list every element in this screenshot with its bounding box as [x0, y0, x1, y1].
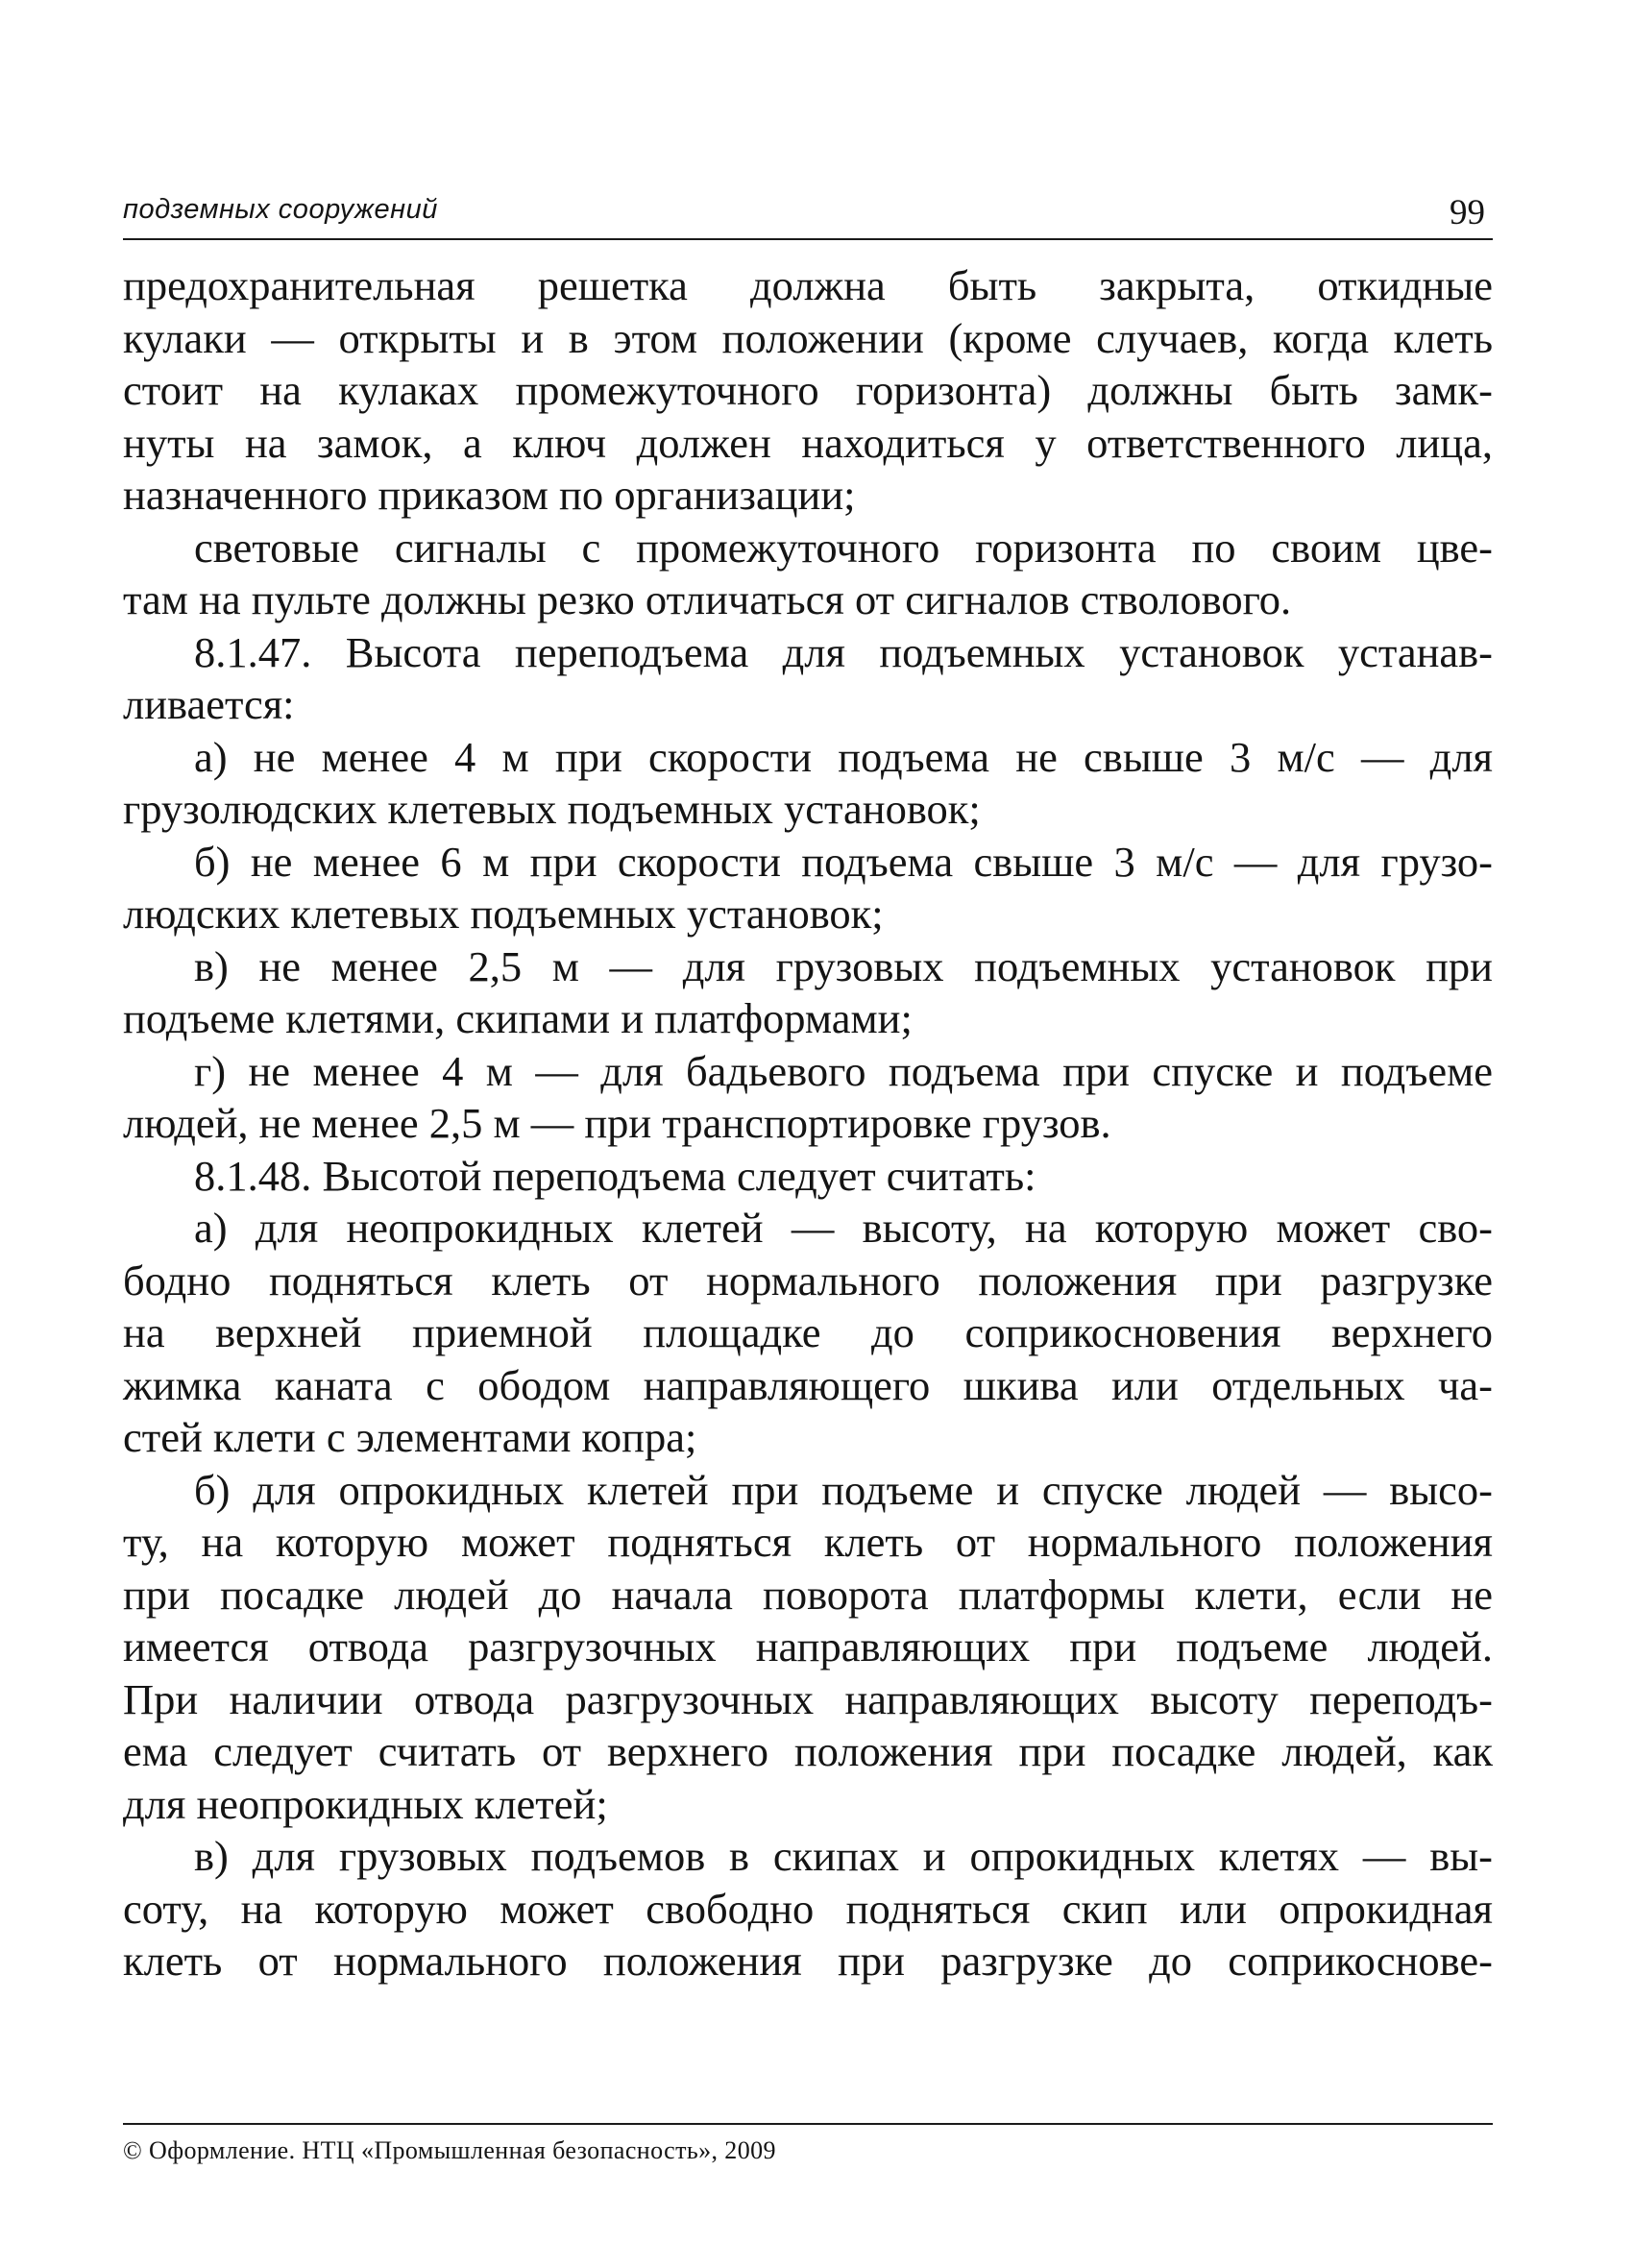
copyright-footer: © Оформление. НТЦ «Промышленная безопасность», 2009	[123, 2136, 776, 2164]
footer-rule	[123, 2123, 1493, 2125]
text-line: нуты на замок, а ключ должен находиться у ответственного лица,	[123, 418, 1493, 467]
text-line: имеется отвода разгрузочных направляющих при подъеме людей.	[123, 1622, 1493, 1671]
text-line: стоит на кулаках промежуточного горизонта) должны быть замк-	[123, 366, 1493, 414]
text-line: б) не менее 6 м при скорости подъема свыше 3 м/с — для грузо-	[194, 837, 1493, 886]
text-line: ема следует считать от верхнего положения при посадке людей, как	[123, 1727, 1493, 1775]
text-line: ливается:	[123, 680, 295, 728]
text-line: подъеме клетями, скипами и платформами;	[123, 994, 913, 1042]
text-line: при посадке людей до начала поворота платформы клети, если не	[123, 1570, 1493, 1619]
text-line: 8.1.47. Высота переподъема для подъемных установок устанав-	[194, 627, 1493, 676]
text-line: бодно подняться клеть от нормального положения при разгрузке	[123, 1256, 1493, 1305]
text-line: для неопрокидных клетей;	[123, 1779, 608, 1828]
text-line: При наличии отвода разгрузочных направляющих высоту переподъ-	[123, 1674, 1493, 1723]
text-line: назначенного приказом по организации;	[123, 471, 856, 519]
text-line: людских клетевых подъемных установок;	[123, 890, 884, 938]
text-line: там на пульте должны резко отличаться от сигналов стволового.	[123, 575, 1292, 623]
text-line: на верхней приемной площадке до соприкосновения верхнего	[123, 1308, 1493, 1356]
body-text	[123, 259, 1493, 1988]
text-line: 8.1.48. Высотой переподъема следует считать:	[194, 1151, 1036, 1200]
text-line: г) не менее 4 м — для бадьевого подъема при спуске и подъеме	[194, 1046, 1493, 1095]
text-line: предохранительная решетка должна быть закрыта, откидные	[123, 261, 1493, 309]
running-head: подземных сооружений	[123, 194, 438, 225]
page-header	[123, 188, 1493, 240]
text-line: ту, на которую может подняться клеть от нормального положения	[123, 1518, 1493, 1566]
text-line: клеть от нормального положения при разгрузке до соприкоснове-	[123, 1937, 1493, 1985]
text-line: жимка каната с ободом направляющего шкива или отдельных ча-	[123, 1360, 1493, 1409]
page-number: 99	[1450, 193, 1485, 232]
text-line: кулаки — открыты и в этом положении (кроме случаев, когда клеть	[123, 313, 1493, 362]
text-line: а) не менее 4 м при скорости подъема не свыше 3 м/с — для	[194, 732, 1493, 781]
text-line: в) для грузовых подъемов в скипах и опрокидных клетях — вы-	[194, 1832, 1493, 1880]
text-line: грузолюдских клетевых подъемных установок;	[123, 785, 981, 833]
text-line: световые сигналы с промежуточного горизонта по своим цве-	[194, 523, 1493, 572]
text-line: а) для неопрокидных клетей — высоту, на которую может сво-	[194, 1204, 1493, 1252]
text-line: людей, не менее 2,5 м — при транспортировке грузов.	[123, 1099, 1111, 1147]
text-line: в) не менее 2,5 м — для грузовых подъемных установок при	[194, 941, 1493, 990]
text-line: стей клети с элементами копра;	[123, 1413, 697, 1461]
text-line: соту, на которую может свободно подняться скип или опрокидная	[123, 1884, 1493, 1933]
text-line: б) для опрокидных клетей при подъеме и спуске людей — высо-	[194, 1465, 1493, 1514]
